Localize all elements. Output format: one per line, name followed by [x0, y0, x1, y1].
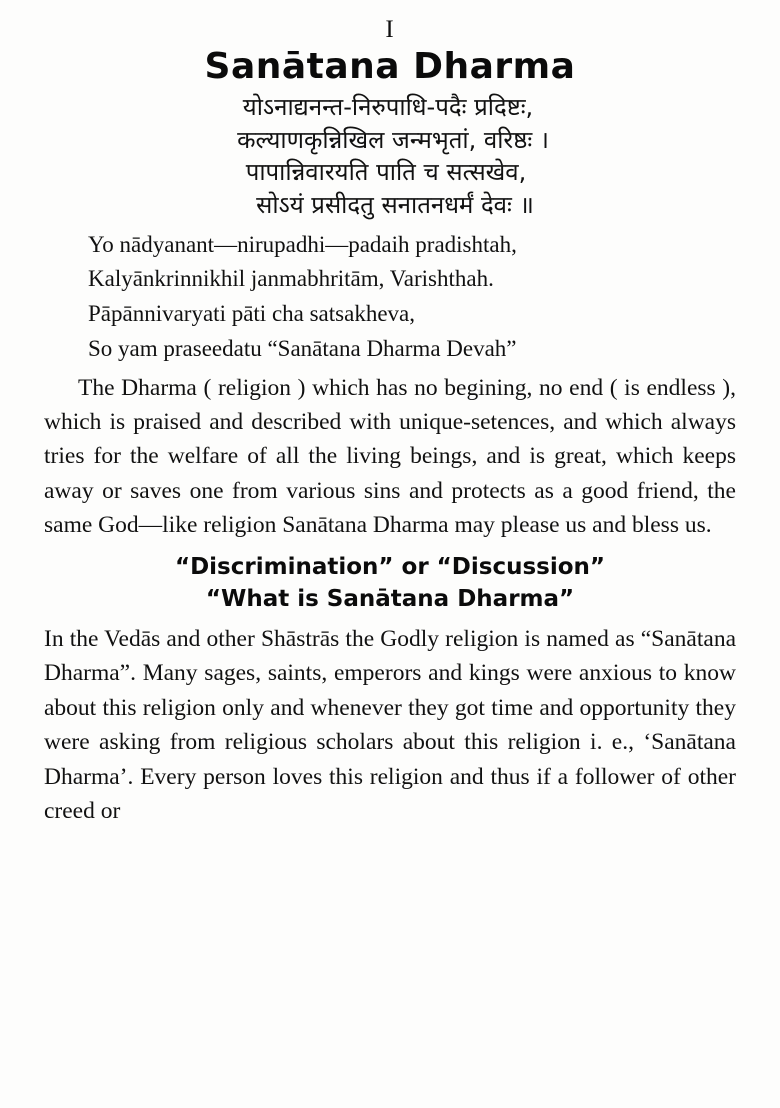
sanskrit-verse-line: सोऽयं प्रसीदतु सनातनधर्मं देवः ॥: [256, 190, 534, 219]
transliteration-line: So yam praseedatu “Sanātana Dharma Devah”: [88, 336, 517, 362]
closing-paragraph: [44, 622, 736, 829]
translation-paragraph: [44, 371, 736, 541]
sanskrit-verse-line: पापान्निवारयति पाति च सत्सखेव,: [245, 158, 527, 187]
transliteration-line: Pāpānnivaryati pāti cha satsakheva,: [88, 301, 415, 327]
subheading-what-is-sanatana-dharma: “What is Sanātana Dharma”: [205, 585, 575, 612]
page-title: Sanātana Dharma: [204, 46, 576, 87]
transliteration-line: Yo nādyanant—nirupadhi—padaih pradishtah,: [88, 231, 517, 257]
transliteration-line: Kalyānkrinnikhil janmabhritām, Varishthah.: [88, 266, 494, 292]
sanskrit-verse-line: योऽनाद्यनन्त-निरुपाधि-पदैः प्रदिष्टः,: [242, 93, 534, 121]
sanskrit-verse: [44, 91, 736, 222]
translation-text: The Dharma ( religion ) which has no begining, no end ( is endless ), which is praised and described with unique-setences, and which always tries for the welfare of all the living beings, and is great, which keeps away or saves one from various sins and protects as a good friend, the same God—like religion Sanātana Dharma may please us and bless us.: [44, 375, 736, 538]
chapter-number: I: [385, 16, 395, 43]
subheading-discrimination: “Discrimination” or “Discussion”: [174, 553, 606, 580]
closing-text: In the Vedās and other Shāstrās the Godly religion is named as “Sanātana Dharma”. Many sages, saints, emperors and kings were anxious to know about this religion only and whenever they got time and opportunity they were asking from religious scholars about this religion i. e., ‘Sanātana Dharma’. Every person loves this religion and thus if a follower of other creed or: [44, 625, 736, 825]
sanskrit-verse-line: कल्याणकृन्निखिल जन्मभृतां, वरिष्ठः ।: [237, 125, 549, 154]
transliteration-block: [44, 228, 736, 368]
